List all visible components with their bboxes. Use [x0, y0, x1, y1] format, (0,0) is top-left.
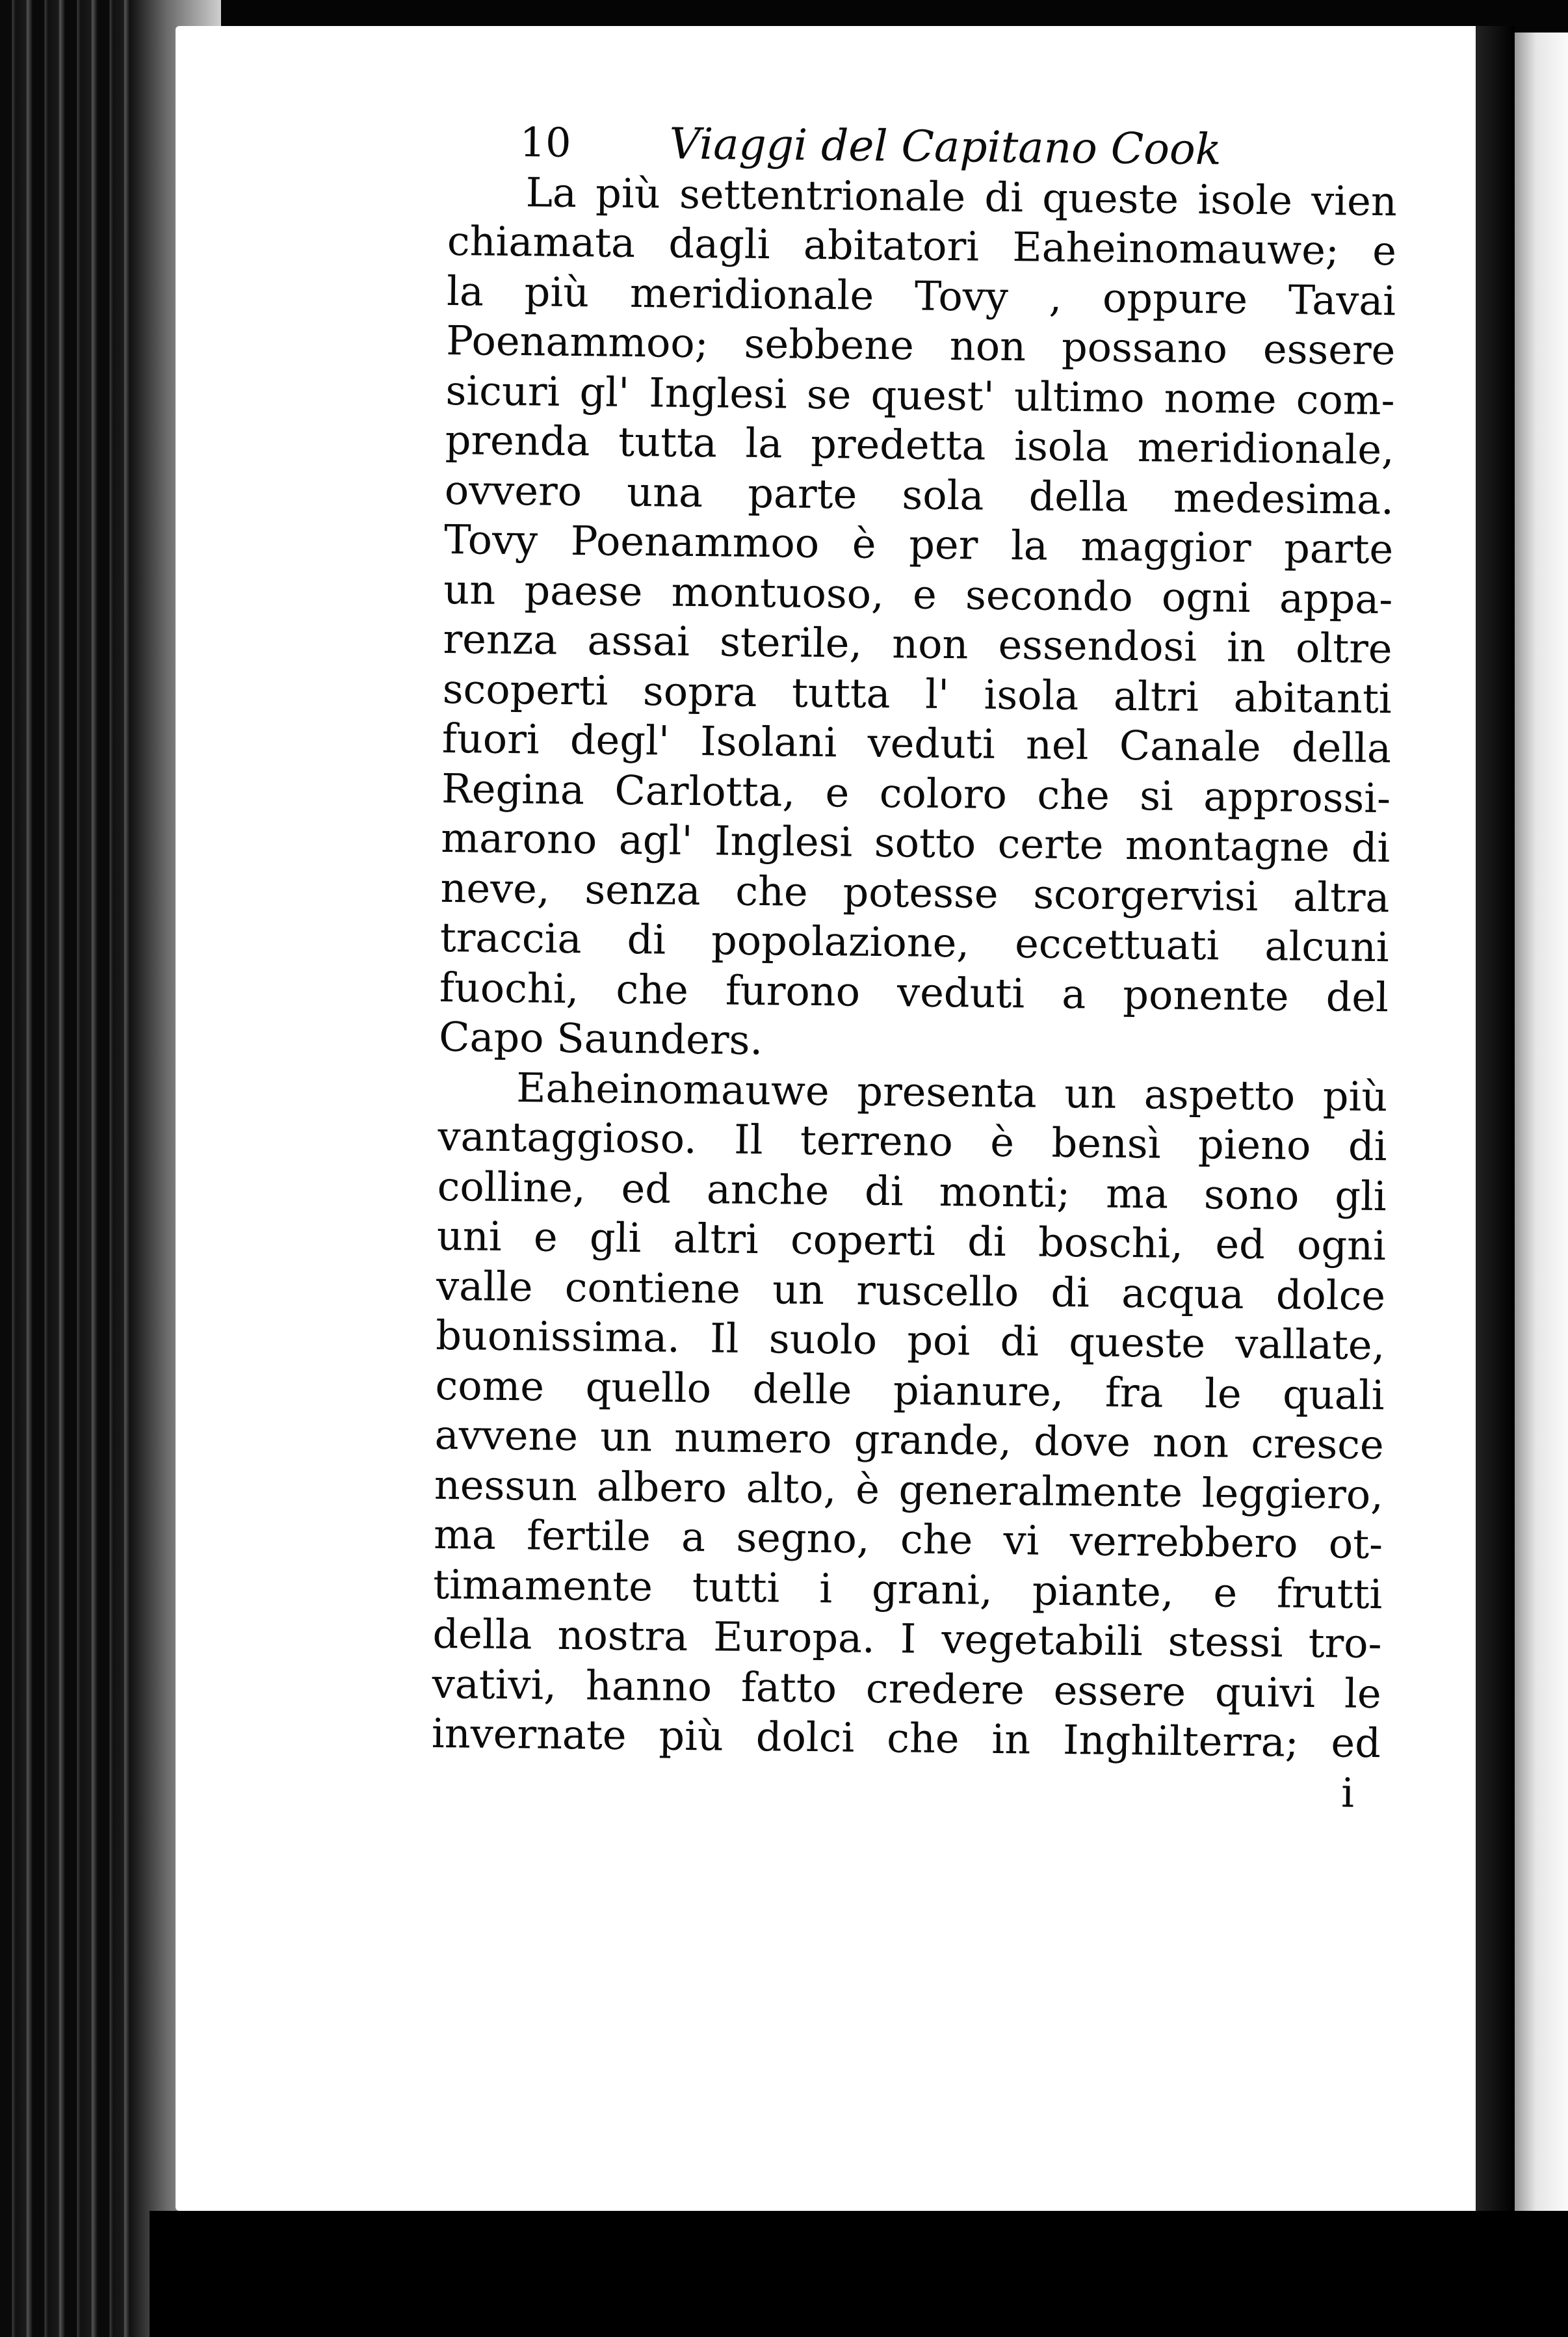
- text-line: traccia di popolazione, eccettuati alcuni: [439, 913, 1390, 971]
- text-line: avvene un numero grande, dove non cresce: [434, 1410, 1385, 1469]
- page-number: 10: [519, 118, 571, 166]
- text-line: neve, senza che potesse scorgervisi altra: [440, 864, 1390, 921]
- text-line: nessun albero alto, è generalmente leggiero,: [434, 1460, 1384, 1518]
- facing-page-sliver: [1515, 33, 1568, 2230]
- text-line: ma fertile a segno, che vi verrebbero ot-: [433, 1510, 1383, 1568]
- bottom-shadow: [150, 2211, 1568, 2337]
- text-line: renza assai sterile, non essendosi in oltre: [443, 614, 1392, 673]
- text-line: come quello delle pianure, fra le quali: [435, 1361, 1385, 1419]
- text-line: fuochi, che furono veduti a ponente del: [439, 963, 1389, 1021]
- text-line: invernate più dolci che in Inghilterra; ed: [431, 1709, 1381, 1767]
- text-line: Capo Saunders.: [438, 1012, 763, 1064]
- text-line: colline, ed anche di monti; ma sono gli: [437, 1162, 1387, 1220]
- text-line: vativi, hanno fatto credere essere quivi le: [432, 1659, 1382, 1717]
- text-line: Poenammoo; sebbene non possano essere: [446, 316, 1396, 375]
- text-line: fuori degl' Isolani veduti nel Canale della: [441, 714, 1392, 772]
- text-line: la più meridionale Tovy , oppure Tavai: [446, 267, 1396, 324]
- running-head: [448, 117, 1398, 177]
- text-line: uni e gli altri coperti di boschi, ed ogni: [436, 1211, 1387, 1270]
- text-line: marono agl' Inglesi sotto certe montagne di: [441, 813, 1391, 872]
- text-line: ovvero una parte sola della medesima.: [444, 466, 1394, 523]
- text-line: La più settentrionale di queste isole vien: [525, 168, 1398, 225]
- text-line: chiamata dagli abitatori Eaheinomauwe; e: [447, 217, 1397, 275]
- page-text-block: [431, 117, 1398, 1818]
- text-line: un paese montuoso, e secondo ogni appa-: [443, 565, 1393, 623]
- catchword: i: [1340, 1769, 1355, 1817]
- page-edge-shadow: [1476, 26, 1515, 2224]
- text-line: Tovy Poenammoo è per la maggior parte: [443, 515, 1394, 574]
- text-line: valle contiene un ruscello di acqua dolce: [436, 1261, 1386, 1319]
- text-line: Regina Carlotta, e coloro che si approssi-: [441, 764, 1391, 822]
- text-line: scoperti sopra tutta l' isola altri abitanti: [442, 665, 1392, 722]
- text-line: sicuri gl' Inglesi se quest' ultimo nome com-: [445, 366, 1395, 424]
- running-title: Viaggi del Capitano Cook: [669, 118, 1222, 175]
- text-line: prenda tutta la predetta isola meridionale,: [445, 416, 1395, 474]
- text-line: della nostra Europa. I vegetabili stessi tro-: [432, 1609, 1382, 1668]
- text-line: vantaggioso. Il terreno è bensì pieno di: [438, 1112, 1387, 1170]
- text-line: buonissima. Il suolo poi di queste vallate,: [435, 1311, 1385, 1369]
- text-line: timamente tutti i grani, piante, e frutti: [432, 1560, 1383, 1618]
- catchword-row: [431, 1758, 1381, 1818]
- text-line: Eaheinomauwe presenta un aspetto più: [516, 1063, 1388, 1120]
